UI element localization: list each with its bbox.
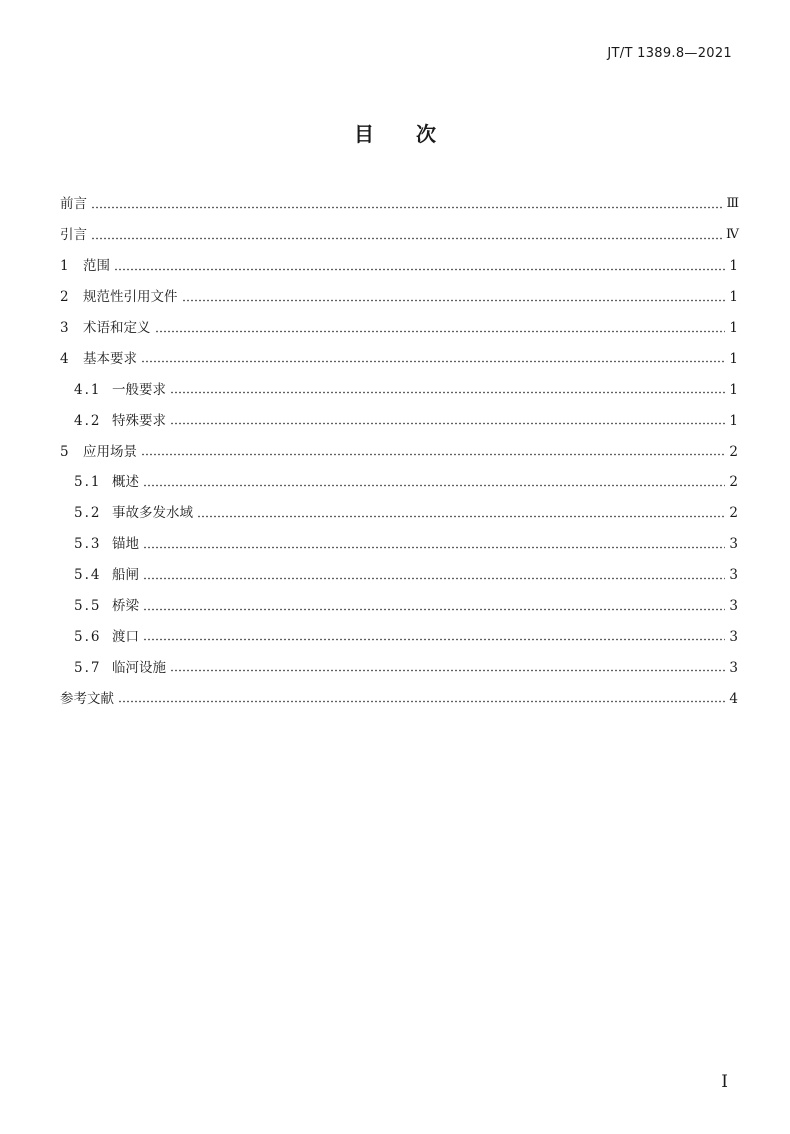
toc-entry-page: 1 [729,258,738,275]
toc-entry-number: 5.4 [74,567,102,584]
toc-entry-number: 5.6 [74,628,102,645]
toc-entry-label: 特殊要求 [112,412,166,429]
toc-entry[interactable] [60,467,738,498]
toc-entry-label: 基本要求 [83,350,137,367]
toc-entry-label: 概述 [112,474,139,491]
toc-entry[interactable] [60,560,738,591]
toc-dot-leader [170,391,725,394]
toc-entry[interactable] [60,436,738,467]
toc-entry-page: 3 [729,567,738,584]
toc-entry-page: 1 [729,350,738,367]
toc-entry-page: 3 [729,628,738,645]
toc-dot-leader [170,669,725,672]
toc-entry-number: 4.1 [74,381,102,398]
toc-entry[interactable] [60,498,738,529]
toc-entry-number: 5.2 [74,505,102,522]
toc-entry-number: 5 [60,443,69,460]
toc-entry-page: 2 [729,505,738,522]
toc-entry-number: 4.2 [74,412,102,429]
toc-entry[interactable] [60,189,738,220]
toc-entry[interactable] [60,220,738,251]
toc-entry-label: 渡口 [112,628,139,645]
toc-entry-number: 3 [60,320,69,336]
toc-entry-label: 参考文献 [60,690,114,707]
toc-entry-page: 1 [729,381,738,398]
toc-entry-page: 2 [729,474,738,491]
table-of-contents [60,189,738,714]
toc-entry-label: 规范性引用文件 [83,289,178,306]
toc-dot-leader [155,330,726,333]
toc-entry-page: 4 [729,690,738,707]
toc-entry-label: 临河设施 [112,659,166,676]
toc-dot-leader [182,299,726,302]
toc-dot-leader [91,237,722,240]
toc-entry-label: 引言 [60,227,87,244]
toc-entry-page: 3 [729,659,738,676]
toc-entry[interactable] [60,313,738,344]
toc-entry-label: 船闸 [112,567,139,584]
toc-entry[interactable] [60,529,738,560]
toc-dot-leader [143,577,725,580]
toc-entry-page: 1 [729,320,738,336]
toc-entry-number: 2 [60,289,69,306]
toc-dot-leader [143,546,725,549]
toc-entry-page: 1 [729,412,738,429]
toc-entry-label: 范围 [83,258,110,275]
toc-entry-label: 应用场景 [83,443,137,460]
toc-entry-page: Ⅲ [726,196,738,212]
toc-dot-leader [197,515,725,518]
page-number: I [721,1072,728,1092]
toc-entry-number: 5.5 [74,598,102,615]
standard-code: JT/T 1389.8—2021 [607,46,732,61]
toc-entry-page: 2 [729,443,738,460]
toc-dot-leader [141,453,725,456]
toc-entry-number: 1 [60,258,69,275]
toc-entry-label: 前言 [60,196,87,213]
toc-entry[interactable] [60,683,738,714]
toc-entry-label: 事故多发水域 [112,505,193,522]
toc-dot-leader [170,422,725,425]
toc-entry-page: Ⅳ [726,227,738,243]
toc-dot-leader [91,206,722,209]
toc-entry-page: 1 [729,289,738,306]
toc-entry-page: 3 [729,598,738,615]
toc-entry-label: 一般要求 [112,381,166,398]
toc-dot-leader [143,608,725,611]
toc-dot-leader [143,638,725,641]
toc-entry-number: 5.1 [74,474,102,491]
toc-entry-label: 术语和定义 [83,320,151,336]
toc-dot-leader [118,700,725,703]
toc-entry[interactable] [60,591,738,622]
toc-entry[interactable] [60,374,738,405]
page-title: 目次 [354,122,478,146]
toc-dot-leader [141,360,725,363]
toc-entry[interactable] [60,343,738,374]
toc-entry-number: 5.3 [74,536,102,553]
toc-dot-leader [143,484,725,487]
toc-entry[interactable] [60,652,738,683]
toc-dot-leader [114,268,725,271]
toc-entry[interactable] [60,621,738,652]
toc-entry[interactable] [60,405,738,436]
toc-entry[interactable] [60,282,738,313]
toc-entry-number: 4 [60,350,69,367]
toc-entry-label: 锚地 [112,536,139,553]
toc-entry-page: 3 [729,536,738,553]
toc-entry[interactable] [60,251,738,282]
toc-entry-label: 桥梁 [112,598,139,615]
toc-entry-number: 5.7 [74,659,102,676]
